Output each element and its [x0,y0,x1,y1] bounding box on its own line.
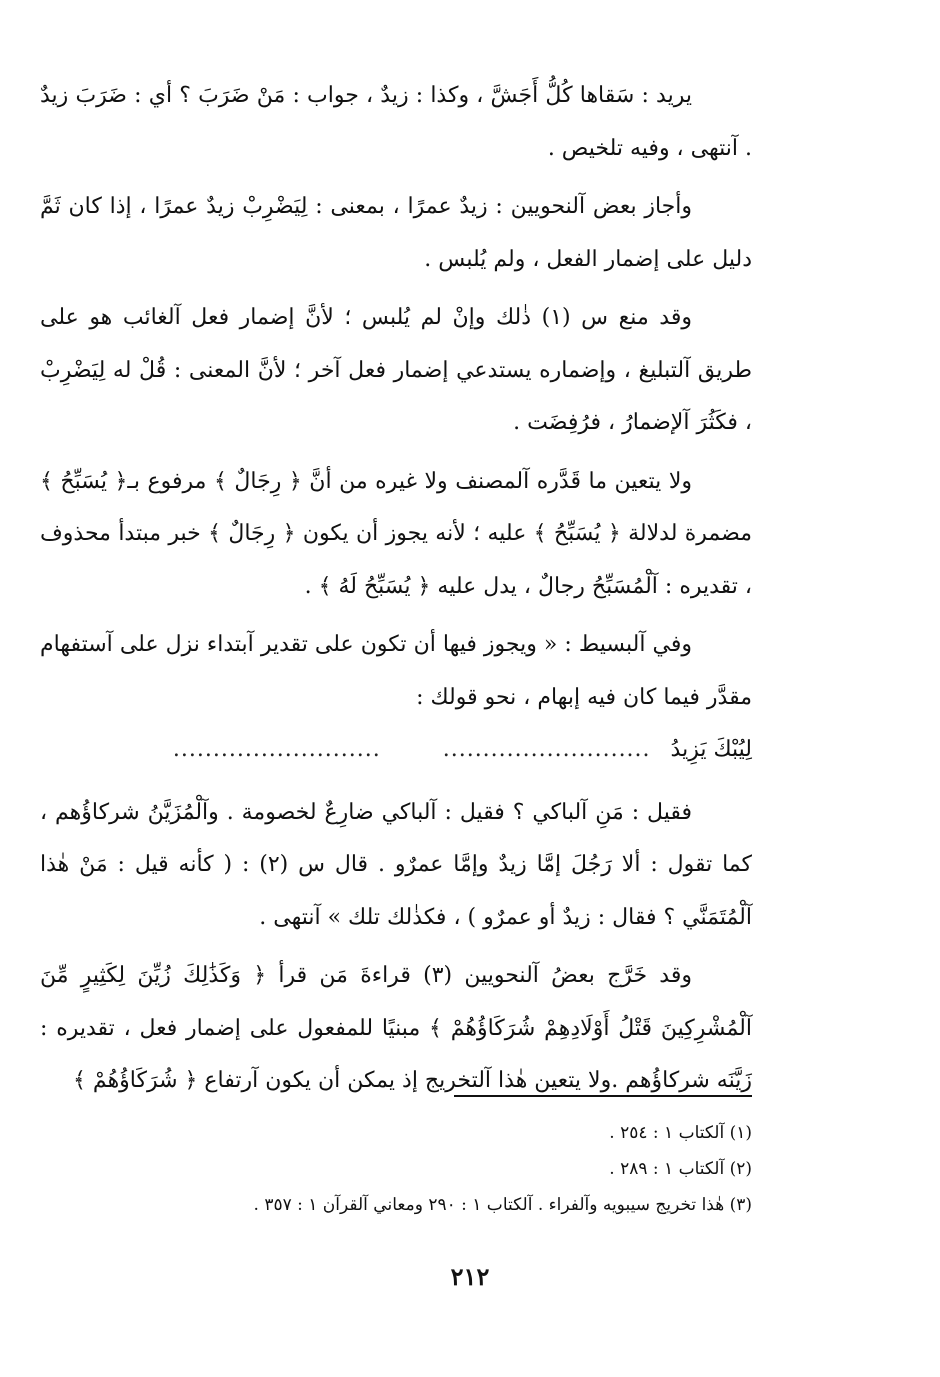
paragraph-1: يريد : سَقاها كُلُّ أَجَشَّ ، وكذا : زيدٌ ، جواب : مَنْ ضَرَبَ ؟ أي : ضَرَبَ زيدٌ . آنتهى ، وفيه تلخيص . [40,83,752,161]
verse-ellipsis-first: .......................... [442,737,651,762]
footnote-1: (١) آلكتاب ١ : ٢٥٤ . [609,1123,752,1143]
paragraph-5: وفي آلبسيط : « ويجوز فيها أن تكون على تقدير آبتداء نزل على آستفهام مقدَّر فيما كان فيه إبهام ، نحو قولك : [40,632,752,710]
main-text [40,70,752,1108]
paragraph-4: ولا يتعين ما قَدَّره آلمصنف ولا غيره من أنَّ ﴿ رِجَالٌ ﴾ مرفوع بـ﴿ يُسَبِّحُ ﴾ مضمرة لدلالة ﴿ يُسَبِّحُ ﴾ عليه ؛ لأنه يجوز أن يكون ﴿ رِجَالٌ ﴾ خبر مبتدأ محذوف ، تقديره : آلْمُسَبِّحُ رجالٌ ، يدل عليه ﴿ يُسَبِّحُ لَهُ ﴾ . [40,468,752,599]
footnote-divider [454,1095,752,1097]
verse-ellipsis-second: .......................... [172,737,381,762]
verse-hemistich: لِيُبْكَ يَزِيدُ [670,737,752,762]
verse-line [40,724,752,777]
paragraph-2: وأجاز بعض آلنحويين : زيدٌ عمرًا ، بمعنى : لِيَضْرِبْ زيدٌ عمرًا ، إذا كان ثَمَّ دليل على إضمار الفعل ، ولم يُلبس . [40,194,752,272]
footnote-3: (٣) هٰذا تخريج سيبويه وآلفراء . آلكتاب ١ : ٢٩٠ ومعاني آلقرآن ١ : ٣٥٧ . [253,1195,752,1215]
paragraph-7: وقد خَرَّج بعضُ آلنحويين (٣) قراءةَ مَن قرأ ﴿ وَكَذَٰلِكَ زُيِّنَ لِكَثِيرٍ مِّنَ آلْمُشْرِكِينَ قَتْلُ أَوْلَادِهِمْ شُرَكَاؤُهُمْ ﴾ مبنيًا للمفعول على إضمار فعل ، تقديره : زَيَّنَه شركاؤُهم .ولا يتعين هٰذا آلتخريج إذ يمكن أن يكون آرتفاع ﴿ شُرَكَاؤُهُمْ ﴾ [40,963,752,1093]
footnote-2: (٢) آلكتاب ١ : ٢٨٩ . [609,1159,752,1179]
paragraph-3: وقد منع س (١) ذٰلك وإنْ لم يُلبس ؛ لأنَّ إضمار فعل آلغائب هو على طريق آلتبليغ ، وإضماره يستدعي إضمار فعل آخر ؛ لأنَّ المعنى : قُلْ له لِيَضْرِبْ ، فكَثُرَ آلإضمارُ ، فرُفِضَت . [40,305,752,435]
page-number: ٢١٢ [450,1262,490,1291]
footnotes [120,1115,752,1223]
paragraph-6: فقيل : مَنِ آلباكي ؟ فقيل : آلباكي ضارِعٌ لخصومة . وآلْمُزَيَّنُ شركاؤُهم ، كما تقول : ألا رَجُلَ إمَّا زيدٌ وإمَّا عمرٌو . قال س (٢) : ( كأنه قيل : مَنْ هٰذا آلْمُتَمَنَّي ؟ فقال : زيدٌ أو عمرٌو ) ، فكذٰلك تلك » آنتهى . [40,799,753,930]
